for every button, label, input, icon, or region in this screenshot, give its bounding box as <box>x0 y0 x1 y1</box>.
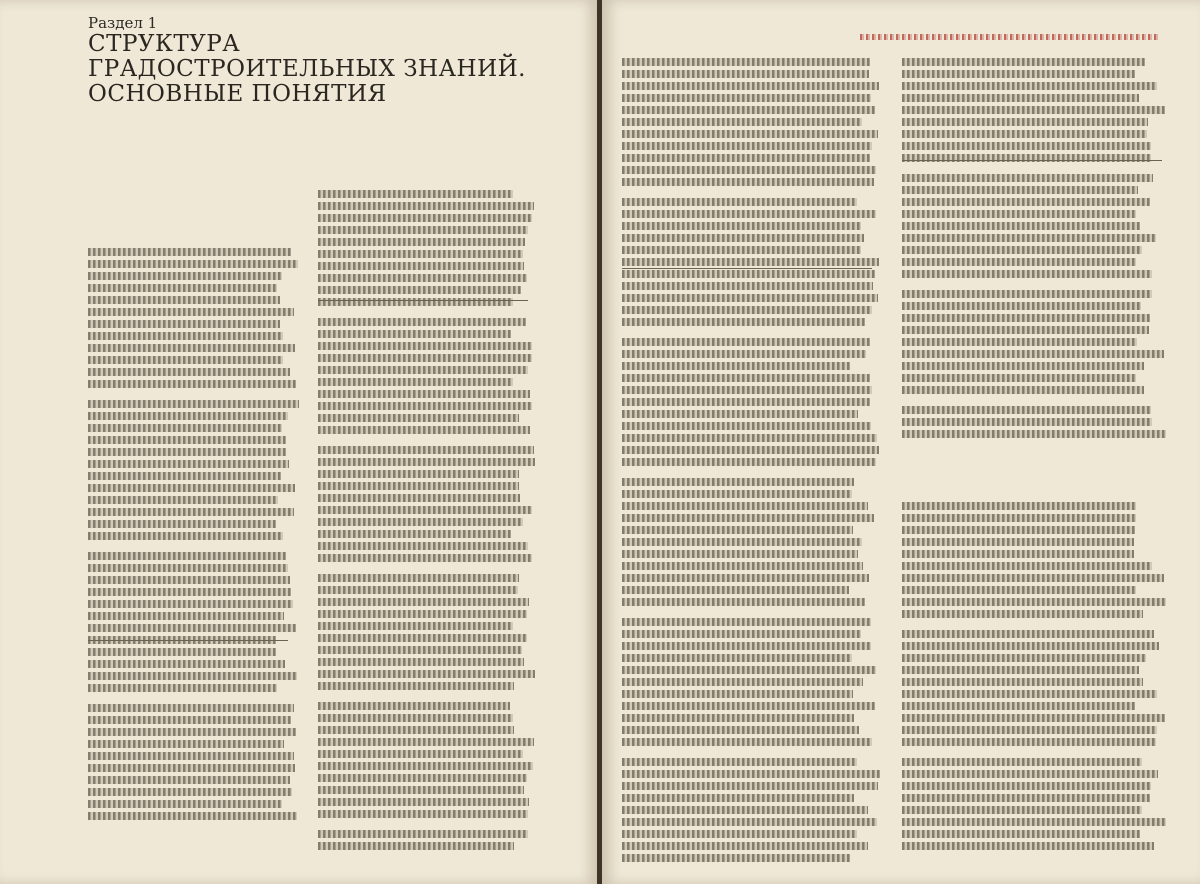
text-line <box>902 562 1152 570</box>
left-page <box>0 0 598 884</box>
text-line <box>902 70 1135 78</box>
text-line <box>88 624 296 632</box>
text-line <box>622 538 862 546</box>
text-line <box>902 842 1154 850</box>
text-line <box>902 350 1164 358</box>
text-line <box>902 598 1166 606</box>
text-line <box>622 458 876 466</box>
text-line <box>902 550 1134 558</box>
text-line <box>622 350 866 358</box>
text-line <box>902 430 1166 438</box>
text-line <box>318 658 524 666</box>
paragraph-gap <box>318 310 536 318</box>
text-line <box>88 600 293 608</box>
text-line <box>88 248 291 256</box>
text-line <box>622 618 871 626</box>
text-line <box>902 806 1142 814</box>
text-line <box>902 502 1136 510</box>
text-line <box>902 726 1157 734</box>
text-line <box>318 622 513 630</box>
text-line <box>902 362 1144 370</box>
text-column-right-1 <box>622 58 880 866</box>
text-line <box>622 82 879 90</box>
text-line <box>622 446 879 454</box>
text-line <box>318 390 530 398</box>
text-line <box>622 806 868 814</box>
text-line <box>902 186 1138 194</box>
text-line <box>88 740 284 748</box>
text-line <box>88 368 290 376</box>
text-line <box>88 344 295 352</box>
text-line <box>902 418 1152 426</box>
text-line <box>622 106 875 114</box>
text-line <box>622 794 854 802</box>
text-line <box>902 302 1141 310</box>
text-line <box>622 118 862 126</box>
section-spacer <box>902 442 1166 502</box>
text-line <box>318 458 535 466</box>
text-line <box>622 198 857 206</box>
text-line <box>622 514 874 522</box>
right-page <box>602 0 1200 884</box>
text-line <box>902 830 1140 838</box>
text-line <box>318 586 518 594</box>
text-line <box>622 434 877 442</box>
text-line <box>622 410 858 418</box>
text-line <box>318 414 519 422</box>
text-line <box>902 222 1140 230</box>
text-line <box>622 282 873 290</box>
text-line <box>622 758 857 766</box>
text-line <box>902 586 1136 594</box>
text-line <box>318 798 529 806</box>
text-line <box>88 356 283 364</box>
text-line <box>902 130 1147 138</box>
text-line <box>902 174 1153 182</box>
text-line <box>318 542 528 550</box>
text-line <box>318 378 513 386</box>
paragraph-gap <box>902 282 1166 290</box>
text-line <box>622 246 861 254</box>
text-line <box>88 648 276 656</box>
text-line <box>88 448 286 456</box>
text-line <box>318 286 521 294</box>
text-line <box>622 362 850 370</box>
text-line <box>318 530 511 538</box>
text-line <box>902 574 1164 582</box>
underline-mark <box>902 160 1162 161</box>
text-line <box>622 142 872 150</box>
underline-mark <box>318 300 528 301</box>
text-line <box>622 258 879 266</box>
paragraph-gap <box>318 822 536 830</box>
text-line <box>318 610 527 618</box>
text-line <box>622 526 853 534</box>
text-line <box>88 672 297 680</box>
paragraph-gap <box>902 750 1166 758</box>
text-line <box>318 330 511 338</box>
paragraph-gap <box>902 622 1166 630</box>
text-line <box>622 130 878 138</box>
text-line <box>318 402 532 410</box>
text-line <box>902 386 1144 394</box>
text-line <box>88 704 294 712</box>
text-line <box>318 774 527 782</box>
text-line <box>902 246 1142 254</box>
underline-mark <box>88 640 288 641</box>
text-line <box>318 646 522 654</box>
text-line <box>88 308 294 316</box>
text-line <box>902 258 1136 266</box>
text-line <box>88 612 284 620</box>
text-line <box>88 496 278 504</box>
text-line <box>622 166 876 174</box>
text-line <box>88 424 282 432</box>
text-line <box>88 576 290 584</box>
text-line <box>902 690 1157 698</box>
text-line <box>88 552 286 560</box>
text-line <box>622 678 863 686</box>
text-line <box>622 398 870 406</box>
running-head <box>860 34 1160 40</box>
text-line <box>88 728 296 736</box>
text-line <box>902 270 1152 278</box>
text-line <box>318 446 534 454</box>
text-line <box>622 598 865 606</box>
text-line <box>622 630 861 638</box>
text-line <box>622 478 854 486</box>
paragraph-gap <box>88 544 300 552</box>
text-line <box>88 812 297 820</box>
text-line <box>622 318 865 326</box>
text-line <box>622 842 868 850</box>
text-line <box>622 306 872 314</box>
text-line <box>88 320 280 328</box>
text-line <box>88 436 286 444</box>
text-line <box>622 690 853 698</box>
text-line <box>902 58 1145 66</box>
text-line <box>88 800 282 808</box>
text-line <box>622 642 871 650</box>
text-line <box>902 702 1135 710</box>
text-line <box>622 782 878 790</box>
text-line <box>622 70 869 78</box>
text-line <box>318 506 532 514</box>
paragraph-gap <box>318 566 536 574</box>
text-line <box>622 374 870 382</box>
text-line <box>902 642 1159 650</box>
paragraph-gap <box>318 694 536 702</box>
text-line <box>622 586 849 594</box>
text-line <box>902 198 1150 206</box>
paragraph-gap <box>622 750 880 758</box>
text-line <box>88 660 285 668</box>
text-line <box>902 142 1151 150</box>
text-line <box>318 670 535 678</box>
text-line <box>622 702 875 710</box>
part-label: Раздел 1 <box>88 14 158 32</box>
text-line <box>318 226 528 234</box>
text-line <box>622 654 852 662</box>
text-line <box>902 326 1149 334</box>
text-line <box>902 818 1166 826</box>
part-title: СТРУКТУРА ГРАДОСТРОИТЕЛЬНЫХ ЗНАНИЙ. ОСНОВНЫЕ ПОНЯТИЯ <box>88 31 526 107</box>
paragraph-gap <box>622 330 880 338</box>
text-line <box>318 518 523 526</box>
text-line <box>88 588 291 596</box>
text-line <box>902 406 1151 414</box>
text-line <box>318 250 523 258</box>
text-line <box>88 776 290 784</box>
text-line <box>88 380 296 388</box>
text-line <box>88 484 295 492</box>
paragraph-gap <box>88 392 300 400</box>
text-line <box>318 190 513 198</box>
text-line <box>88 764 295 772</box>
text-line <box>318 202 534 210</box>
text-line <box>88 684 277 692</box>
text-line <box>318 262 524 270</box>
text-line <box>88 520 276 528</box>
text-line <box>902 782 1151 790</box>
text-line <box>318 726 514 734</box>
text-line <box>88 284 277 292</box>
text-line <box>902 314 1150 322</box>
text-column-right-2 <box>902 58 1166 854</box>
text-line <box>902 758 1142 766</box>
text-line <box>622 714 854 722</box>
text-line <box>622 830 857 838</box>
text-line <box>902 526 1135 534</box>
text-line <box>622 422 871 430</box>
text-line <box>902 738 1156 746</box>
paragraph-gap <box>902 398 1166 406</box>
text-line <box>318 274 527 282</box>
text-line <box>88 260 298 268</box>
text-line <box>902 770 1158 778</box>
text-line <box>88 272 282 280</box>
text-line <box>318 354 532 362</box>
text-line <box>318 830 528 838</box>
underline-mark <box>622 268 872 269</box>
paragraph-gap <box>902 166 1166 174</box>
text-line <box>88 460 289 468</box>
text-line <box>88 332 283 340</box>
paragraph-gap <box>622 470 880 478</box>
text-line <box>902 374 1136 382</box>
text-line <box>318 810 528 818</box>
text-line <box>318 738 534 746</box>
paragraph-gap <box>318 438 536 446</box>
text-line <box>318 702 510 710</box>
text-line <box>902 666 1139 674</box>
text-line <box>318 682 514 690</box>
text-line <box>318 714 513 722</box>
text-line <box>622 234 864 242</box>
text-line <box>902 794 1150 802</box>
text-line <box>318 554 532 562</box>
text-line <box>622 770 880 778</box>
text-line <box>622 818 877 826</box>
text-line <box>622 726 859 734</box>
paragraph-gap <box>88 696 300 704</box>
text-line <box>902 106 1165 114</box>
text-line <box>902 94 1139 102</box>
text-line <box>902 82 1157 90</box>
text-column-left-2 <box>318 190 536 854</box>
text-line <box>88 716 291 724</box>
text-line <box>88 472 281 480</box>
text-line <box>622 94 871 102</box>
text-line <box>318 750 523 758</box>
text-line <box>318 598 529 606</box>
text-line <box>622 738 872 746</box>
text-line <box>902 118 1148 126</box>
text-line <box>88 752 294 760</box>
text-line <box>318 470 519 478</box>
text-line <box>318 426 530 434</box>
text-line <box>318 634 527 642</box>
text-line <box>902 678 1143 686</box>
text-line <box>622 550 858 558</box>
text-line <box>902 290 1152 298</box>
text-column-left-1 <box>88 248 300 824</box>
text-line <box>902 338 1137 346</box>
text-line <box>622 154 870 162</box>
text-line <box>318 786 524 794</box>
text-line <box>622 210 876 218</box>
text-line <box>902 714 1165 722</box>
text-line <box>88 296 280 304</box>
text-line <box>88 532 283 540</box>
text-line <box>318 366 528 374</box>
text-line <box>622 502 868 510</box>
text-line <box>88 400 299 408</box>
text-line <box>88 412 288 420</box>
text-line <box>902 654 1146 662</box>
text-line <box>318 482 519 490</box>
text-line <box>622 490 852 498</box>
text-line <box>622 574 869 582</box>
text-line <box>622 222 861 230</box>
text-line <box>88 564 288 572</box>
paragraph-gap <box>622 610 880 618</box>
text-line <box>88 788 292 796</box>
text-line <box>318 842 514 850</box>
text-line <box>622 854 850 862</box>
text-line <box>318 238 525 246</box>
text-line <box>622 666 876 674</box>
text-line <box>902 210 1136 218</box>
text-line <box>318 342 532 350</box>
text-line <box>318 762 533 770</box>
text-line <box>622 338 870 346</box>
text-line <box>902 538 1134 546</box>
text-line <box>318 214 532 222</box>
text-line <box>622 562 863 570</box>
paragraph-gap <box>622 190 880 198</box>
text-line <box>622 58 870 66</box>
text-line <box>622 178 874 186</box>
text-line <box>622 386 872 394</box>
text-line <box>318 494 520 502</box>
text-line <box>902 234 1156 242</box>
text-line <box>318 574 519 582</box>
text-line <box>902 630 1154 638</box>
text-line <box>622 270 875 278</box>
text-line <box>88 508 294 516</box>
text-line <box>318 318 526 326</box>
text-line <box>902 514 1136 522</box>
text-line <box>622 294 878 302</box>
text-line <box>902 610 1143 618</box>
